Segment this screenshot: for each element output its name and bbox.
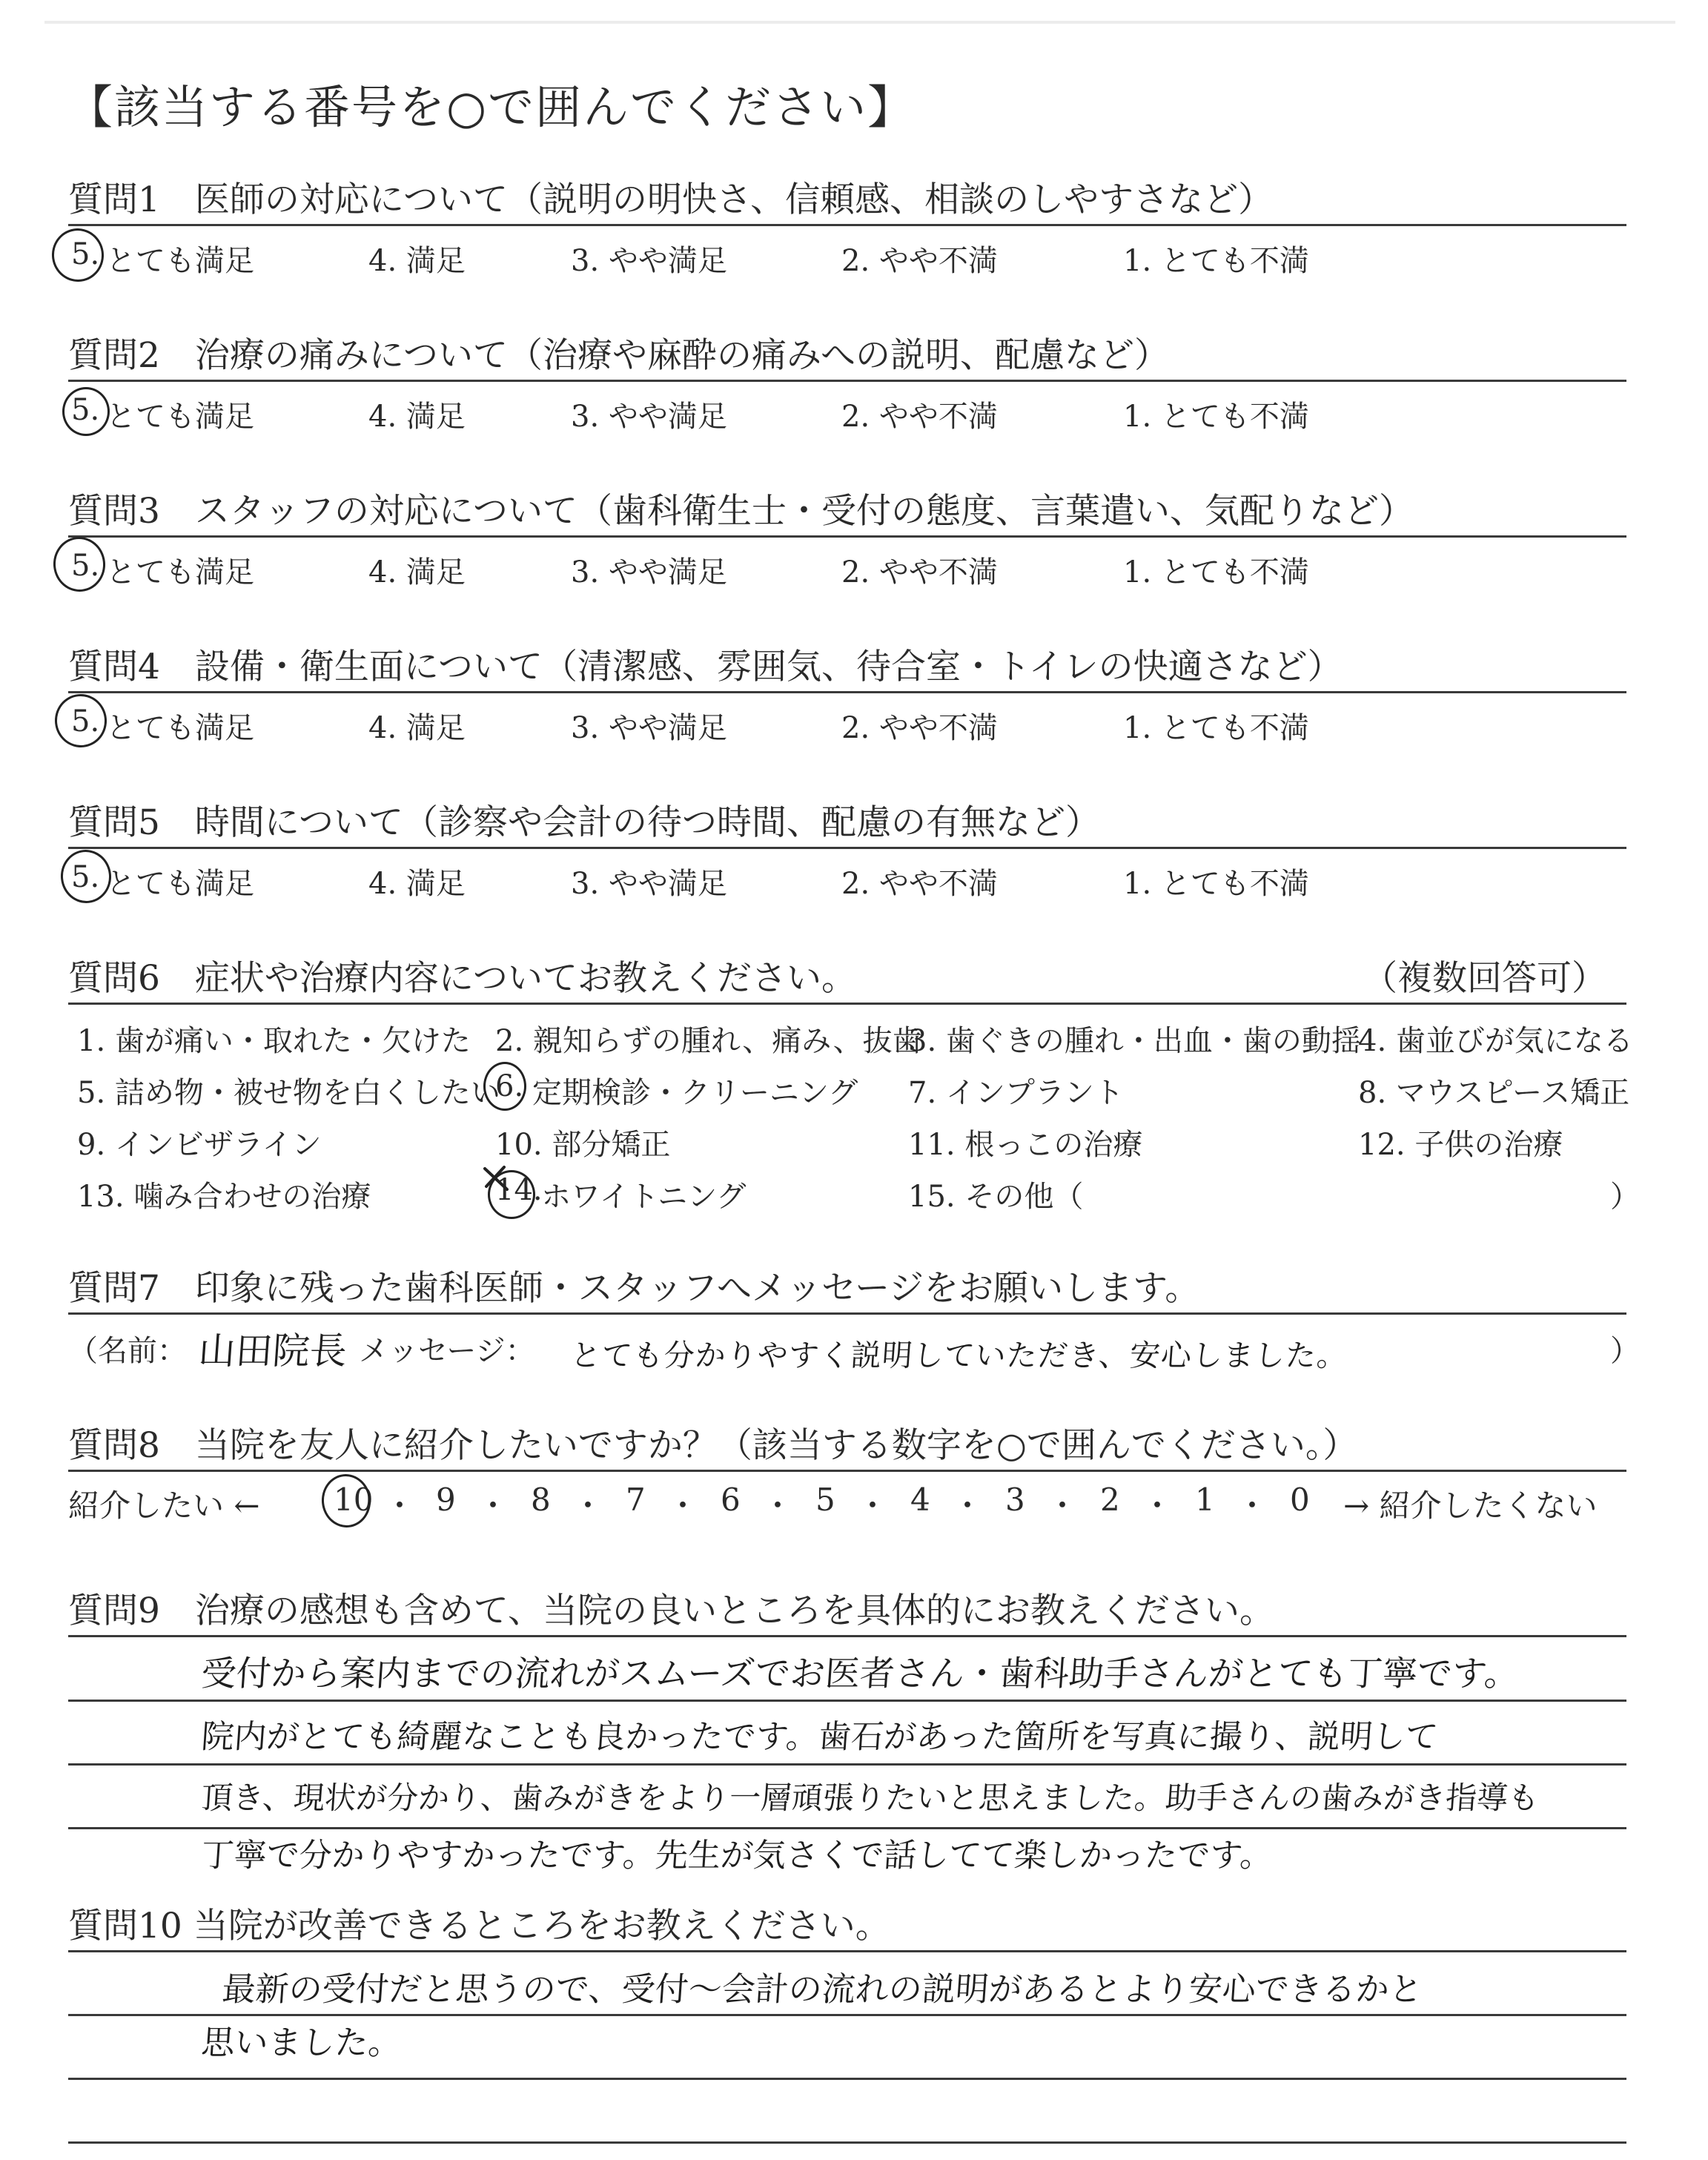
q8-left-label: 紹介したい ← [68, 1487, 260, 1524]
q8-number-1[interactable]: 1 [1195, 1482, 1215, 1518]
q3-option-4[interactable]: 4. 満足 [368, 555, 466, 589]
q7-name-value[interactable]: 山田院長 [196, 1330, 348, 1373]
q1-option-5-number[interactable]: 5. [71, 237, 100, 271]
q8-number-3[interactable]: 3 [1005, 1482, 1025, 1518]
q3-selected-circle [50, 535, 107, 595]
q6-rule [68, 1003, 1626, 1005]
q6-option-6-number[interactable]: 6. [495, 1069, 524, 1103]
q6-option-15[interactable]: 15. その他（ [908, 1180, 1084, 1214]
q6-option-13[interactable]: 13. 噛み合わせの治療 [77, 1180, 371, 1214]
q4-rule [68, 691, 1626, 693]
q6-option-5[interactable]: 5. 詰め物・被せ物を白くしたい [77, 1076, 500, 1110]
q9-answer-line-2[interactable]: 院内がとても綺麗なことも良かったです。歯石があった箇所を写真に撮り、説明して [199, 1718, 1440, 1756]
q4-option-3[interactable]: 3. やや満足 [571, 711, 727, 745]
q3-option-2[interactable]: 2. やや不満 [841, 555, 998, 589]
q9-answer-line-4[interactable]: 丁寧で分かりやすかったです。先生が気さくで話してて楽しかったです。 [199, 1837, 1274, 1875]
q8-number-5[interactable]: 5 [815, 1482, 835, 1518]
q8-dot: ・ [1142, 1487, 1174, 1524]
q8-title: 質問8 当院を友人に紹介したいですか？（該当する数字を○で囲んでください。） [68, 1425, 1358, 1466]
q10-rule [68, 1950, 1626, 1952]
q7-message-value[interactable]: とても分かりやすく説明していただき、安心しました。 [569, 1338, 1349, 1373]
q6-option-15-close: ） [1610, 1180, 1640, 1214]
q8-dot: ・ [1237, 1487, 1268, 1524]
q9-title: 質問9 治療の感想も含めて、当院の良いところを具体的にお教えください。 [68, 1591, 1274, 1631]
q8-dot: ・ [762, 1487, 794, 1524]
q9-answer-line [68, 1700, 1626, 1702]
q1-option-1[interactable]: 1. とても不満 [1123, 244, 1309, 278]
q6-option-7[interactable]: 7. インプラント [908, 1076, 1124, 1110]
q9-answer-line-3[interactable]: 頂き、現状が分かり、歯みがきをより一層頑張りたいと思えました。助手さんの歯みがき指導も [200, 1780, 1540, 1816]
q6-option-9[interactable]: 9. インビザライン [77, 1128, 322, 1162]
q8-dot: ・ [477, 1487, 509, 1524]
q8-number-8[interactable]: 8 [531, 1482, 551, 1518]
q2-option-3[interactable]: 3. やや満足 [571, 400, 727, 434]
q7-message-label: メッセージ： [359, 1334, 535, 1368]
q1-option-5-label[interactable]: とても満足 [106, 244, 254, 278]
q1-selected-circle [48, 225, 107, 285]
q1-option-3[interactable]: 3. やや満足 [571, 244, 727, 278]
q4-title: 質問4 設備・衛生面について（清潔感、雰囲気、待合室・トイレの快適さなど） [68, 647, 1343, 687]
q6-option-10[interactable]: 10. 部分矯正 [495, 1128, 671, 1162]
q10-answer-line-1[interactable]: 最新の受付だと思うので、受付〜会計の流れの説明があるとより安心できるかと [220, 1969, 1424, 2009]
q4-option-2[interactable]: 2. やや不満 [841, 711, 998, 745]
q6-option-2[interactable]: 2. 親知らずの腫れ、痛み、抜歯 [495, 1024, 922, 1058]
q3-title: 質問3 スタッフの対応について（歯科衛生士・受付の態度、言葉遣い、気配りなど） [68, 491, 1414, 532]
q6-option-14-number[interactable]: 14. [495, 1173, 543, 1207]
q2-option-1[interactable]: 1. とても不満 [1123, 400, 1309, 434]
q5-option-3[interactable]: 3. やや満足 [571, 867, 727, 901]
q10-title: 質問10 当院が改善できるところをお教えください。 [68, 1906, 890, 1946]
q8-rule [68, 1470, 1626, 1472]
q1-title: 質問1 医師の対応について（説明の明快さ、信頼感、相談のしやすさなど） [68, 179, 1274, 220]
q7-close-paren: ） [1610, 1334, 1640, 1368]
q6-check-mark [482, 1164, 512, 1194]
q7-title: 質問7 印象に残った歯科医師・スタッフへメッセージをお願いします。 [68, 1268, 1200, 1309]
q6-title: 質問6 症状や治療内容についてお教えください。 [68, 958, 856, 999]
q8-number-0[interactable]: 0 [1290, 1482, 1310, 1518]
q10-answer-line [68, 2078, 1626, 2080]
q8-number-4[interactable]: 4 [910, 1482, 930, 1518]
q4-option-1[interactable]: 1. とても不満 [1123, 711, 1309, 745]
q6-option-6-label[interactable]: 定期検診・クリーニング [532, 1076, 858, 1110]
q2-title: 質問2 治療の痛みについて（治療や麻酔の痛みへの説明、配慮など） [68, 335, 1170, 376]
q3-rule [68, 535, 1626, 538]
q8-number-6[interactable]: 6 [721, 1482, 741, 1518]
q7-rule [68, 1312, 1626, 1315]
q6-option-4[interactable]: 4. 歯並びが気になる [1358, 1024, 1633, 1058]
q9-rule [68, 1635, 1626, 1637]
q2-option-4[interactable]: 4. 満足 [368, 400, 466, 434]
q4-option-5-number[interactable]: 5. [71, 704, 100, 739]
q8-number-10[interactable]: 10 [334, 1482, 374, 1518]
q9-answer-line [68, 1763, 1626, 1766]
q3-option-5-label[interactable]: とても満足 [106, 555, 254, 589]
q8-number-2[interactable]: 2 [1100, 1482, 1120, 1518]
q3-option-1[interactable]: 1. とても不満 [1123, 555, 1309, 589]
q5-option-4[interactable]: 4. 満足 [368, 867, 466, 901]
q7-name-label: （名前： [68, 1334, 187, 1368]
q6-option-11[interactable]: 11. 根っこの治療 [908, 1128, 1143, 1162]
q8-dot: ・ [384, 1487, 416, 1524]
q6-option-12[interactable]: 12. 子供の治療 [1358, 1128, 1563, 1162]
q8-selected-circle [319, 1472, 373, 1530]
q3-option-3[interactable]: 3. やや満足 [571, 555, 727, 589]
q6-multiple-note: （複数回答可） [1363, 958, 1606, 999]
q8-number-7[interactable]: 7 [626, 1482, 646, 1518]
q5-option-5-number[interactable]: 5. [71, 860, 100, 894]
q9-answer-line-1[interactable]: 受付から案内までの流れがスムーズでお医者さん・歯科助手さんがとても丁寧です。 [199, 1654, 1521, 1694]
q8-dot: ・ [572, 1487, 604, 1524]
q6-option-3[interactable]: 3. 歯ぐきの腫れ・出血・歯の動揺 [908, 1024, 1361, 1058]
q2-option-5-label[interactable]: とても満足 [106, 400, 254, 434]
q5-option-2[interactable]: 2. やや不満 [841, 867, 998, 901]
q1-option-2[interactable]: 2. やや不満 [841, 244, 998, 278]
q10-answer-line-2[interactable]: 思いました。 [199, 2023, 403, 2062]
q5-option-5-label[interactable]: とても満足 [106, 867, 254, 901]
q2-option-2[interactable]: 2. やや不満 [841, 400, 998, 434]
q8-number-9[interactable]: 9 [436, 1482, 456, 1518]
q4-option-5-label[interactable]: とても満足 [106, 711, 254, 745]
q2-selected-circle [62, 387, 110, 436]
q2-option-5-number[interactable]: 5. [71, 393, 100, 427]
q8-right-label: → 紹介したくない [1343, 1487, 1598, 1524]
q8-dot: ・ [952, 1487, 984, 1524]
q6-selected-circle-6 [483, 1062, 526, 1111]
q5-option-1[interactable]: 1. とても不満 [1123, 867, 1309, 901]
q4-selected-circle [52, 692, 109, 750]
q8-dot: ・ [857, 1487, 889, 1524]
q6-option-8[interactable]: 8. マウスピース矯正 [1358, 1076, 1630, 1110]
q2-rule [68, 380, 1626, 382]
q6-option-14-label[interactable]: ホワイトニング [541, 1180, 747, 1214]
q6-option-1[interactable]: 1. 歯が痛い・取れた・欠けた [77, 1024, 471, 1058]
scan-top-edge [44, 21, 1675, 24]
q4-option-4[interactable]: 4. 満足 [368, 711, 466, 745]
q8-dot: ・ [667, 1487, 699, 1524]
q5-title: 質問5 時間について（診察や会計の待つ時間、配慮の有無など） [68, 802, 1100, 843]
q1-option-4[interactable]: 4. 満足 [368, 244, 466, 278]
q10-answer-line [68, 2141, 1626, 2144]
q8-dot: ・ [1047, 1487, 1079, 1524]
instruction-heading: 【該当する番号を○で囲んでください】 [67, 80, 916, 134]
q1-rule [68, 224, 1626, 226]
q5-rule [68, 847, 1626, 849]
q3-option-5-number[interactable]: 5. [71, 549, 100, 583]
